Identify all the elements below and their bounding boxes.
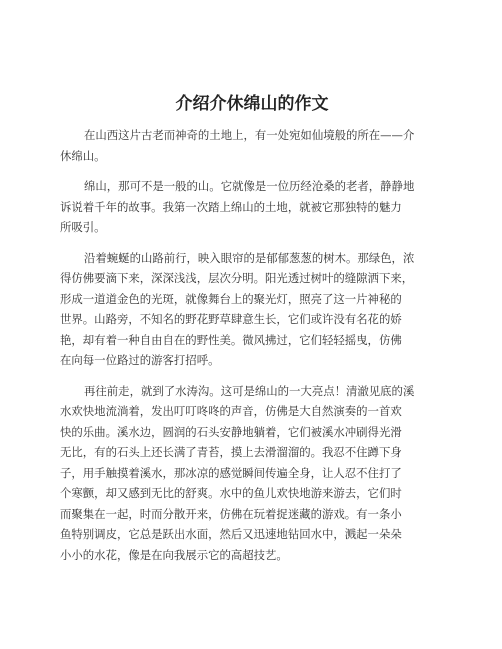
paragraph-line: 快的乐曲。溪水边，圆润的石头安静地躺着，它们被溪水冲刷得光滑 bbox=[60, 424, 402, 439]
document-title: 介绍介休绵山的作文 bbox=[175, 94, 329, 114]
paragraph-line: 诉说着千年的故事。我第一次踏上绵山的土地，就被它那独特的魅力 bbox=[60, 199, 402, 214]
paragraph-line: 得仿佛要滴下来，深深浅浅，层次分明。阳光透过树叶的缝隙洒下来， bbox=[60, 271, 414, 285]
paragraph-line: 所吸引。 bbox=[60, 220, 106, 234]
paragraph-line: 沿着蜿蜒的山路前行，映入眼帘的是郁郁葱葱的树木。那绿色，浓 bbox=[84, 250, 415, 265]
paragraph-shuitaogou bbox=[60, 381, 444, 566]
paragraph-line: 在山西这片古老而神奇的土地上，有一处宛如仙境般的所在——介 bbox=[84, 128, 415, 142]
paragraph-intro bbox=[60, 125, 444, 166]
document-body bbox=[60, 125, 444, 565]
paragraph-mountain-path bbox=[60, 248, 444, 371]
paragraph-line: 小小的水花，像是在向我展示它的高超技艺。 bbox=[60, 547, 288, 562]
paragraph-line: 形成一道道金色的光斑，就像舞台上的聚光灯，照亮了这一片神秘的 bbox=[60, 291, 402, 306]
paragraph-line: 而聚集在一起，时而分散开来，仿佛在玩着捉迷藏的游戏。有一条小 bbox=[60, 506, 402, 521]
paragraph-line: 世界。山路旁，不知名的野花野草肆意生长，它们或许没有名花的娇 bbox=[60, 312, 402, 326]
paragraph-line: 绵山，那可不是一般的山。它就像是一位历经沧桑的老者，静静地 bbox=[84, 179, 415, 193]
paragraph-line: 休绵山。 bbox=[60, 148, 106, 163]
paragraph-line: 鱼特别调皮，它总是跃出水面，然后又迅速地钻回水中，溅起一朵朵 bbox=[60, 527, 402, 541]
paragraph-line: 子，用手触摸着溪水，那冰凉的感觉瞬间传遍全身，让人忍不住打了 bbox=[60, 465, 402, 480]
paragraph-line: 在向每一位路过的游客打招呼。 bbox=[60, 353, 220, 367]
paragraph-line: 再往前走，就到了水涛沟。这可是绵山的一大亮点！清澈见底的溪 bbox=[84, 383, 415, 398]
paragraph-mianshan bbox=[60, 176, 444, 238]
paragraph-line: 艳，却有着一种自由自在的野性美。微风拂过，它们轻轻摇曳，仿佛 bbox=[60, 332, 402, 347]
paragraph-line: 个寒颤，却又感到无比的舒爽。水中的鱼儿欢快地游来游去，它们时 bbox=[60, 486, 402, 500]
paragraph-line: 水欢快地流淌着，发出叮叮咚咚的声音，仿佛是大自然演奏的一首欢 bbox=[60, 404, 402, 418]
paragraph-line: 无比，有的石头上还长满了青苔，摸上去滑溜溜的。我忍不住蹲下身 bbox=[60, 445, 402, 459]
